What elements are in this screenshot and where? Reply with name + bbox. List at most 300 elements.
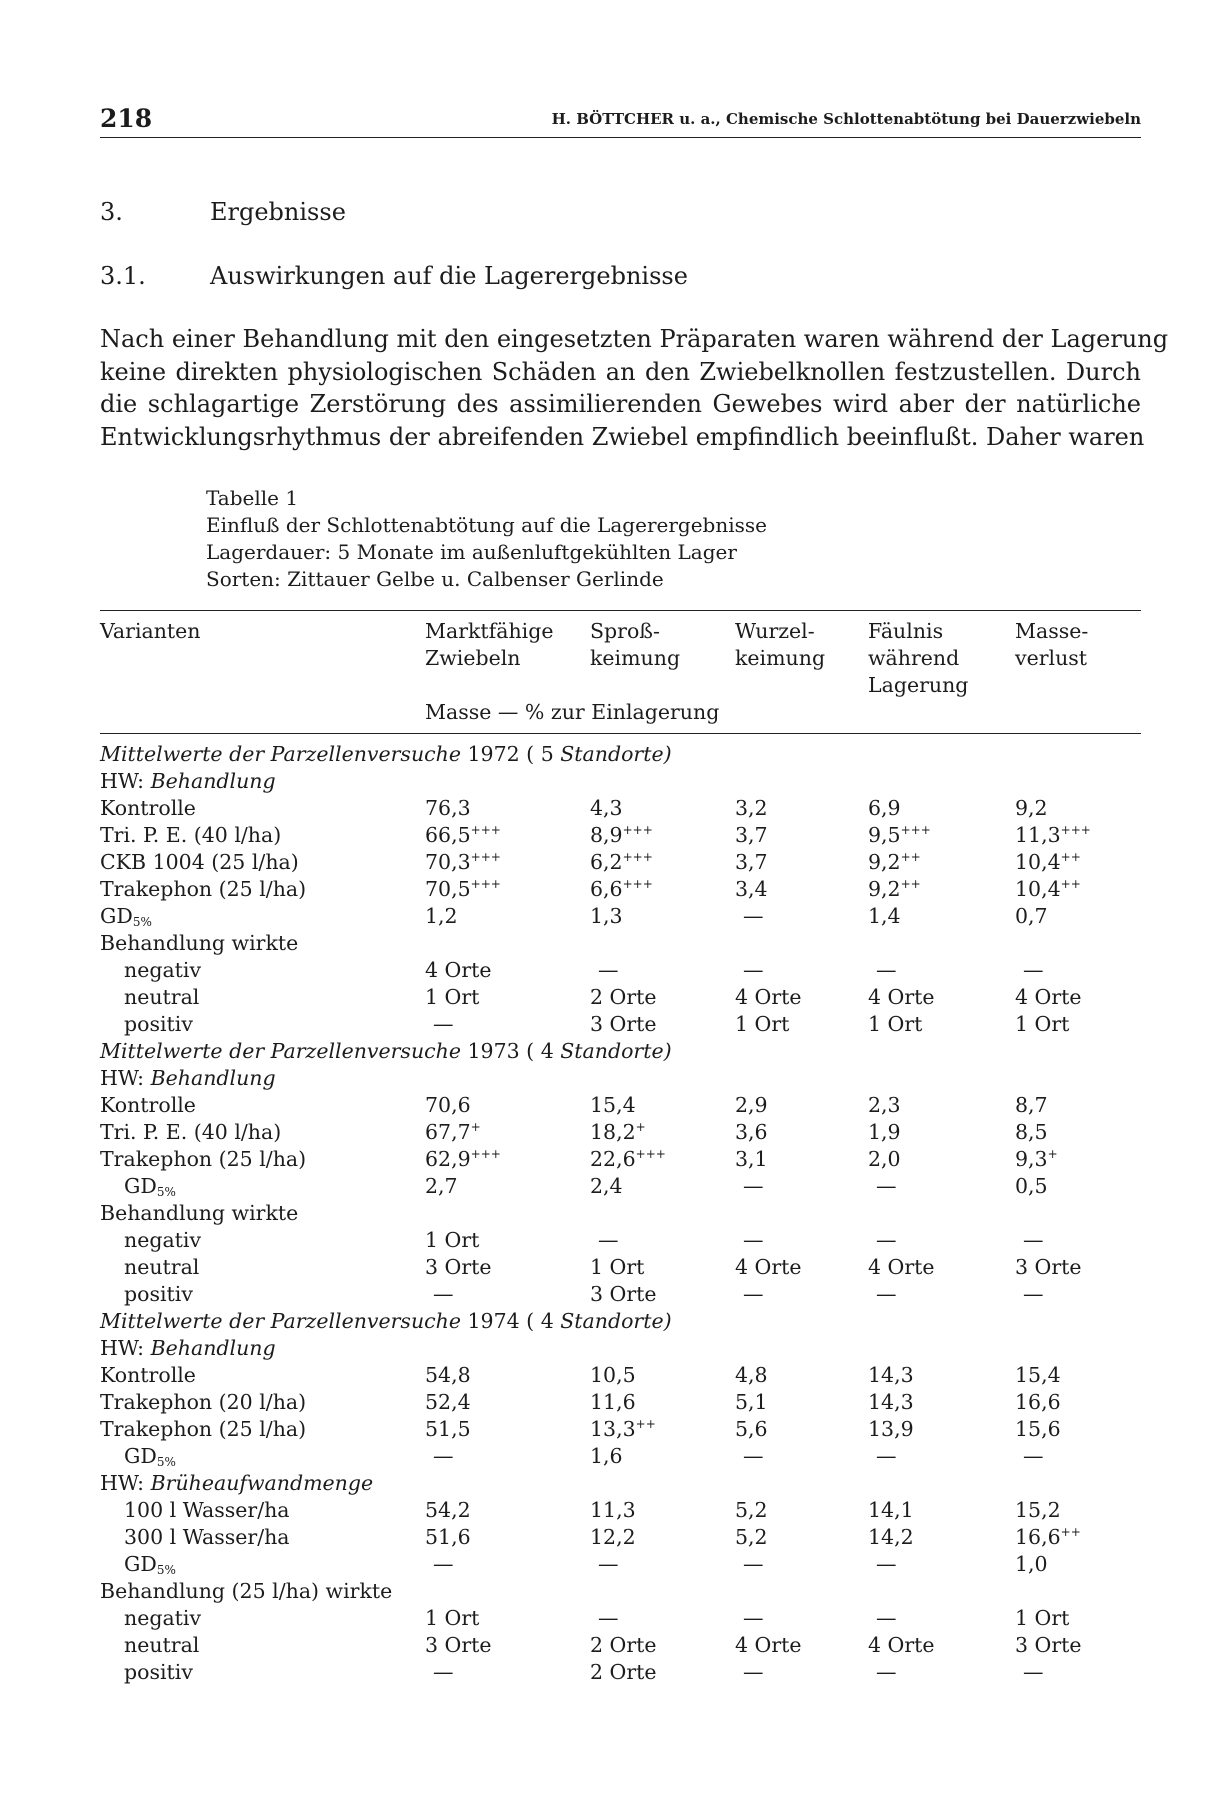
table-cell	[743, 1282, 764, 1307]
cell-value: 1 Ort	[1015, 1606, 1070, 1630]
cell-value: 9,2	[868, 850, 901, 874]
table-cell	[743, 1552, 764, 1577]
body-paragraph	[100, 323, 1169, 453]
table-cell	[425, 1255, 492, 1280]
table-cell	[433, 1012, 454, 1037]
cell-value: 10,4	[1015, 850, 1061, 874]
subsection-heading	[100, 262, 688, 290]
cell-value: 5,2	[735, 1498, 768, 1522]
table-cell	[743, 1174, 764, 1199]
table-cell	[876, 1606, 897, 1631]
table-cell	[868, 1390, 914, 1415]
group-year: 1974 ( 4	[467, 1309, 561, 1333]
table-cell	[735, 1120, 768, 1145]
cell-value: —	[1023, 1228, 1044, 1252]
table-cell	[868, 1120, 901, 1145]
cell-value: 1,9	[868, 1120, 901, 1144]
group-year: 1973 ( 4	[467, 1039, 561, 1063]
cell-value: 5,6	[735, 1417, 768, 1441]
table-cell	[868, 1012, 922, 1037]
cell-value: 14,1	[868, 1498, 914, 1522]
table-cell	[425, 1633, 492, 1658]
cell-value: 15,4	[590, 1093, 636, 1117]
cell-value: 51,5	[425, 1417, 471, 1441]
table-cell	[735, 850, 768, 875]
table-cell	[735, 877, 768, 902]
row-label-italic: Behandlung	[150, 1066, 276, 1090]
row-label: Behandlung (25 l/ha) wirkte	[100, 1579, 393, 1603]
cell-value: 70,6	[425, 1093, 471, 1117]
cell-value: —	[598, 1228, 619, 1252]
group-year: 1972 ( 5	[467, 742, 561, 766]
row-label: Trakephon (25 l/ha)	[100, 877, 307, 901]
row-label	[100, 904, 152, 929]
table-cell	[425, 1606, 479, 1631]
paragraph-line: keine direkten physiologischen Schäden an den Zwiebelknollen festzustellen. Durch	[100, 357, 1141, 386]
row-label: positiv	[124, 1660, 193, 1684]
table-cell	[735, 1633, 802, 1658]
table-cell	[735, 1255, 802, 1280]
table-cell	[425, 1363, 471, 1388]
cell-value: 10,4	[1015, 877, 1061, 901]
cell-value: —	[876, 1444, 897, 1468]
cell-value: 1,0	[1015, 1552, 1048, 1576]
row-label	[100, 1336, 276, 1361]
table-cell	[425, 1228, 479, 1253]
cell-value: 1 Ort	[1015, 1012, 1070, 1036]
cell-value: 76,3	[425, 796, 471, 820]
cell-value: —	[876, 1606, 897, 1630]
header-rule	[100, 137, 1141, 138]
cell-value: —	[598, 958, 619, 982]
cell-value: —	[743, 1606, 764, 1630]
table-cell	[868, 796, 901, 821]
table-cell	[868, 985, 935, 1010]
table-cell	[1023, 958, 1044, 983]
table-cell	[1015, 1147, 1058, 1172]
cell-value: 11,3	[1015, 823, 1061, 847]
gd-label: GD	[100, 904, 133, 928]
table-cell	[598, 958, 619, 983]
table-cell	[743, 904, 764, 929]
table-cell	[590, 1444, 623, 1469]
cell-value: —	[433, 1552, 454, 1576]
table-cell	[1015, 1120, 1048, 1145]
group-heading-text: Mittelwerte der Parzellenversuche	[100, 742, 468, 766]
cell-value: 0,5	[1015, 1174, 1048, 1198]
table-cell	[433, 1444, 454, 1469]
cell-value: —	[1023, 1444, 1044, 1468]
table-cell	[425, 958, 492, 983]
row-label: neutral	[124, 1255, 200, 1279]
table-cell	[868, 850, 921, 875]
table-cell	[590, 1120, 646, 1145]
table-cell	[425, 823, 501, 848]
cell-value: 11,6	[590, 1390, 636, 1414]
cell-value: 15,6	[1015, 1417, 1061, 1441]
table-cell	[598, 1552, 619, 1577]
cell-value: 14,3	[868, 1390, 914, 1414]
table-cell	[590, 1390, 636, 1415]
row-label: 300 l Wasser/ha	[124, 1525, 290, 1549]
table-cell	[425, 796, 471, 821]
row-label: positiv	[124, 1282, 193, 1306]
table-cell	[425, 1120, 481, 1145]
cell-value: 2,7	[425, 1174, 458, 1198]
table-cell	[876, 1660, 897, 1685]
cell-value: 1 Ort	[425, 1228, 480, 1252]
row-label-italic: Behandlung	[150, 1336, 276, 1360]
table-cell	[743, 958, 764, 983]
table-cell	[425, 1525, 471, 1550]
table-cell	[1015, 877, 1081, 902]
table-cell	[876, 1552, 897, 1577]
table-cell	[735, 1093, 768, 1118]
table-cell	[590, 1093, 636, 1118]
group-heading	[100, 1039, 672, 1064]
row-label: neutral	[124, 1633, 200, 1657]
significance-mark: ++	[635, 1417, 656, 1431]
cell-value: 3 Orte	[425, 1255, 492, 1279]
table-cell	[1015, 796, 1048, 821]
cell-value: 54,2	[425, 1498, 471, 1522]
cell-value: —	[743, 1552, 764, 1576]
table-cell	[1015, 1606, 1069, 1631]
row-label	[100, 1471, 373, 1496]
cell-value: —	[598, 1552, 619, 1576]
cell-value: —	[876, 1174, 897, 1198]
section-heading-results	[100, 198, 346, 226]
cell-value: 52,4	[425, 1390, 471, 1414]
cell-value: —	[743, 1444, 764, 1468]
table-cell	[590, 1498, 636, 1523]
significance-mark: +++	[1060, 823, 1091, 837]
table-cell	[590, 985, 657, 1010]
cell-value: 67,7	[425, 1120, 471, 1144]
row-label: negativ	[124, 1606, 202, 1630]
cell-value: 3 Orte	[1015, 1633, 1082, 1657]
table-cell	[425, 1390, 471, 1415]
row-label: Kontrolle	[100, 1363, 196, 1387]
cell-value: 3,1	[735, 1147, 768, 1171]
cell-value: 6,2	[590, 850, 623, 874]
table-cell	[868, 877, 921, 902]
cell-value: 1,4	[868, 904, 901, 928]
significance-mark: +	[470, 1120, 481, 1134]
column-header: Lagerung	[868, 673, 969, 697]
cell-value: 3,7	[735, 823, 768, 847]
table-cell	[590, 823, 653, 848]
cell-value: —	[876, 1552, 897, 1576]
row-label: CKB 1004 (25 l/ha)	[100, 850, 299, 874]
group-heading-text: Mittelwerte der Parzellenversuche	[100, 1039, 468, 1063]
column-header: Wurzel-	[735, 619, 815, 643]
cell-value: —	[1023, 1660, 1044, 1684]
table-cell	[868, 1147, 901, 1172]
table-cell	[868, 1417, 914, 1442]
row-label: Behandlung wirkte	[100, 931, 299, 955]
column-header: Sproß-	[590, 619, 660, 643]
cell-value: 70,5	[425, 877, 471, 901]
cell-value: 4,8	[735, 1363, 768, 1387]
cell-value: 5,1	[735, 1390, 768, 1414]
significance-mark: +++	[635, 1147, 666, 1161]
row-label: positiv	[124, 1012, 193, 1036]
cell-value: —	[433, 1660, 454, 1684]
cell-value: 3,7	[735, 850, 768, 874]
cell-value: 70,3	[425, 850, 471, 874]
column-header: Zwiebeln	[425, 646, 521, 670]
table-cell	[425, 877, 501, 902]
column-header: während	[868, 646, 960, 670]
significance-mark: +++	[900, 823, 931, 837]
table-cell	[1015, 1417, 1061, 1442]
caption-line: Einfluß der Schlottenabtötung auf die Lagerergebnisse	[206, 513, 767, 537]
cell-value: 13,9	[868, 1417, 914, 1441]
section-title: Ergebnisse	[210, 198, 346, 226]
table-cell	[590, 1417, 656, 1442]
cell-value: 2,0	[868, 1147, 901, 1171]
group-heading-tail: Standorte)	[560, 742, 672, 766]
row-label: Trakephon (20 l/ha)	[100, 1390, 307, 1414]
cell-value: 4,3	[590, 796, 623, 820]
cell-value: 4 Orte	[868, 1633, 935, 1657]
cell-value: 4 Orte	[425, 958, 492, 982]
cell-value: 3 Orte	[590, 1012, 657, 1036]
table-cell	[590, 1147, 666, 1172]
cell-value: 9,5	[868, 823, 901, 847]
table-cell	[425, 1174, 458, 1199]
section-number: 3.1.	[100, 262, 146, 290]
cell-value: —	[743, 1174, 764, 1198]
gd-label: GD	[124, 1552, 157, 1576]
table-cell	[735, 1363, 768, 1388]
significance-mark: +	[1047, 1147, 1058, 1161]
table-cell	[735, 1390, 768, 1415]
table-cell	[433, 1552, 454, 1577]
row-label: Behandlung wirkte	[100, 1201, 299, 1225]
table-cell	[1015, 1255, 1082, 1280]
section-title: Auswirkungen auf die Lagerergebnisse	[210, 262, 688, 290]
cell-value: —	[743, 1282, 764, 1306]
cell-value: 13,3	[590, 1417, 636, 1441]
group-heading-text: Mittelwerte der Parzellenversuche	[100, 1309, 468, 1333]
table-cell	[876, 1282, 897, 1307]
table-cell	[1015, 850, 1081, 875]
table-cell	[590, 1174, 623, 1199]
paragraph-line: Entwicklungsrhythmus der abreifenden Zwiebel empfindlich beeinflußt. Daher waren	[100, 422, 1145, 451]
table-cell	[1015, 904, 1048, 929]
table-cell	[876, 1174, 897, 1199]
cell-value: 14,3	[868, 1363, 914, 1387]
table-cell	[425, 1498, 471, 1523]
row-label: negativ	[124, 1228, 202, 1252]
group-heading	[100, 1309, 672, 1334]
table-cell	[735, 1498, 768, 1523]
row-label: Tri. P. E. (40 l/ha)	[100, 823, 282, 847]
cell-value: —	[876, 1282, 897, 1306]
table-caption	[206, 485, 767, 593]
cell-value: 62,9	[425, 1147, 471, 1171]
table-cell	[425, 850, 501, 875]
cell-value: —	[598, 1606, 619, 1630]
section-number: 3.	[100, 198, 123, 226]
cell-value: 16,6	[1015, 1525, 1061, 1549]
cell-value: 2,4	[590, 1174, 623, 1198]
cell-value: 9,3	[1015, 1147, 1048, 1171]
cell-value: 3,4	[735, 877, 768, 901]
table-cell	[1015, 1633, 1082, 1658]
cell-value: 8,7	[1015, 1093, 1048, 1117]
table-cell	[735, 1417, 768, 1442]
significance-mark: ++	[1060, 1525, 1081, 1539]
cell-value: 6,6	[590, 877, 623, 901]
table-cell	[876, 1444, 897, 1469]
significance-mark: +	[635, 1120, 646, 1134]
group-heading	[100, 742, 672, 767]
table-cell	[868, 1093, 901, 1118]
table-cell	[590, 1660, 657, 1685]
unit-line: Masse — % zur Einlagerung	[425, 700, 720, 724]
table-cell	[425, 985, 479, 1010]
cell-value: —	[743, 1228, 764, 1252]
running-head: H. BÖTTCHER u. a., Chemische Schlottenabtötung bei Dauerzwiebeln	[551, 110, 1141, 128]
cell-value: 51,6	[425, 1525, 471, 1549]
column-header: keimung	[590, 646, 681, 670]
cell-value: —	[743, 1660, 764, 1684]
table-cell	[868, 1255, 935, 1280]
cell-value: 9,2	[868, 877, 901, 901]
row-label: 100 l Wasser/ha	[124, 1498, 290, 1522]
column-header: Marktfähige	[425, 619, 554, 643]
gd-label: GD	[124, 1174, 157, 1198]
cell-value: 1,3	[590, 904, 623, 928]
cell-value: 2,3	[868, 1093, 901, 1117]
table-cell	[1015, 985, 1082, 1010]
table-cell	[590, 1282, 657, 1307]
table-cell	[1015, 1390, 1061, 1415]
table-cell	[433, 1282, 454, 1307]
cell-value: —	[876, 958, 897, 982]
cell-value: 3 Orte	[425, 1633, 492, 1657]
group-heading-tail: Standorte)	[560, 1309, 672, 1333]
table-cell	[433, 1660, 454, 1685]
cell-value: 4 Orte	[868, 985, 935, 1009]
cell-value: 2 Orte	[590, 1660, 657, 1684]
cell-value: 16,6	[1015, 1390, 1061, 1414]
significance-mark: ++	[900, 850, 921, 864]
table-cell	[590, 1525, 636, 1550]
cell-value: 14,2	[868, 1525, 914, 1549]
table-cell	[598, 1228, 619, 1253]
cell-value: 3 Orte	[590, 1282, 657, 1306]
cell-value: 1 Ort	[425, 985, 480, 1009]
group-heading-tail: Standorte)	[560, 1039, 672, 1063]
table-cell	[425, 1147, 501, 1172]
table-cell	[743, 1228, 764, 1253]
table-cell	[598, 1606, 619, 1631]
row-label	[100, 1066, 276, 1091]
table-cell	[1023, 1444, 1044, 1469]
cell-value: 1 Ort	[590, 1255, 645, 1279]
column-header-varianten: Varianten	[100, 619, 201, 643]
cell-value: —	[743, 958, 764, 982]
cell-value: 10,5	[590, 1363, 636, 1387]
table-cell	[743, 1660, 764, 1685]
significance-mark: +++	[622, 823, 653, 837]
table-cell	[735, 1012, 789, 1037]
cell-value: 4 Orte	[1015, 985, 1082, 1009]
cell-value: 12,2	[590, 1525, 636, 1549]
table-cell	[1015, 1093, 1048, 1118]
table-cell	[743, 1444, 764, 1469]
row-label	[124, 1174, 176, 1199]
column-header: verlust	[1015, 646, 1088, 670]
cell-value: 8,5	[1015, 1120, 1048, 1144]
table-cell	[590, 904, 623, 929]
table-cell	[735, 823, 768, 848]
cell-value: —	[433, 1012, 454, 1036]
table-cell	[868, 904, 901, 929]
row-label	[124, 1444, 176, 1469]
table-cell	[1015, 823, 1091, 848]
table-cell	[735, 1525, 768, 1550]
cell-value: 0,7	[1015, 904, 1048, 928]
row-label	[124, 1552, 176, 1577]
caption-line: Lagerdauer: 5 Monate im außenluftgekühlten Lager	[206, 540, 737, 564]
cell-value: 4 Orte	[868, 1255, 935, 1279]
table-cell	[425, 1417, 471, 1442]
row-label-prefix: HW:	[100, 1066, 151, 1090]
table-cell	[735, 1147, 768, 1172]
cell-value: 1 Ort	[735, 1012, 790, 1036]
gd-subscript: 5%	[156, 1455, 176, 1469]
row-label-prefix: HW:	[100, 1471, 151, 1495]
table-cell	[590, 796, 623, 821]
cell-value: —	[433, 1444, 454, 1468]
cell-value: 54,8	[425, 1363, 471, 1387]
table-label: Tabelle 1	[206, 486, 299, 510]
cell-value: 2 Orte	[590, 1633, 657, 1657]
column-header: Fäulnis	[868, 619, 944, 643]
cell-value: 3 Orte	[1015, 1255, 1082, 1279]
table-cell	[425, 904, 458, 929]
row-label: Tri. P. E. (40 l/ha)	[100, 1120, 282, 1144]
table-cell	[743, 1606, 764, 1631]
cell-value: —	[1023, 958, 1044, 982]
paragraph-line: Nach einer Behandlung mit den eingesetzten Präparaten waren während der Lagerung	[100, 325, 1169, 353]
row-label: negativ	[124, 958, 202, 982]
cell-value: —	[876, 1228, 897, 1252]
cell-value: —	[876, 1660, 897, 1684]
significance-mark: +++	[470, 1147, 501, 1161]
row-label-italic: Brüheaufwandmenge	[150, 1471, 374, 1495]
gd-subscript: 5%	[156, 1563, 176, 1577]
table-cell	[1023, 1660, 1044, 1685]
table-cell	[1015, 1525, 1081, 1550]
cell-value: —	[1023, 1282, 1044, 1306]
paragraph-line: die schlagartige Zerstörung des assimilierenden Gewebes wird aber der natürliche	[100, 390, 1141, 418]
table-cell	[876, 1228, 897, 1253]
cell-value: 4 Orte	[735, 1633, 802, 1657]
significance-mark: ++	[900, 877, 921, 891]
cell-value: 2 Orte	[590, 985, 657, 1009]
cell-value: 9,2	[1015, 796, 1048, 820]
row-label: Trakephon (25 l/ha)	[100, 1417, 307, 1441]
caption-line: Sorten: Zittauer Gelbe u. Calbenser Gerlinde	[206, 567, 664, 591]
cell-value: —	[743, 904, 764, 928]
cell-value: 2,9	[735, 1093, 768, 1117]
